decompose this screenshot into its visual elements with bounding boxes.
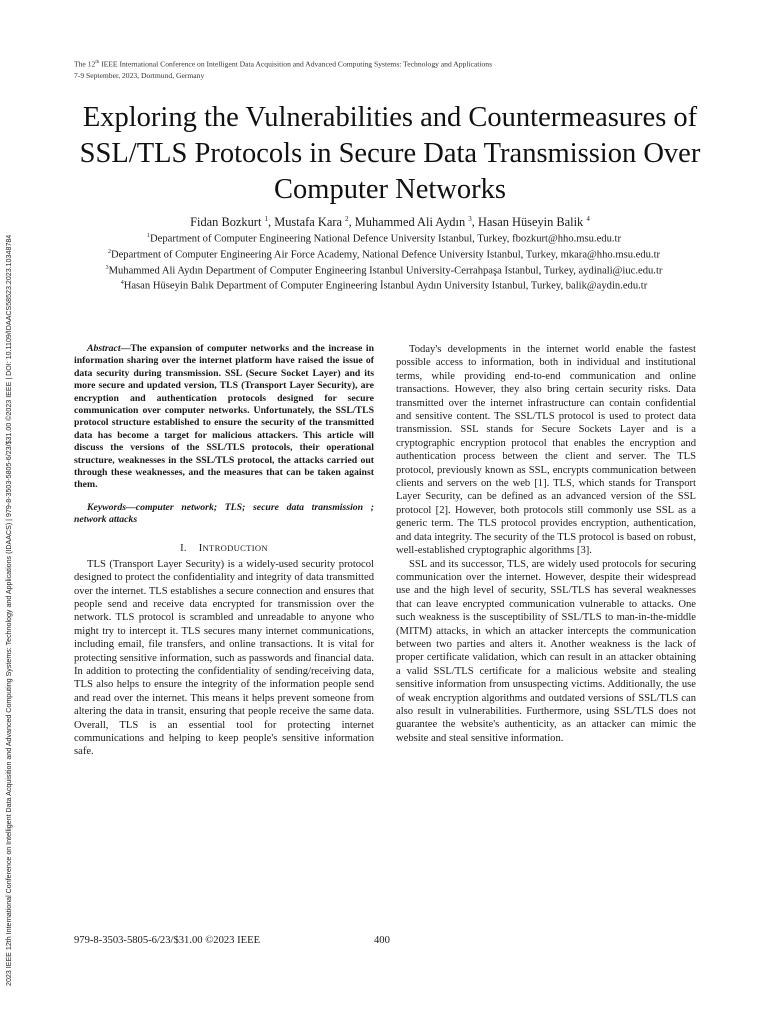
conference-line-1: The 12th IEEE International Conference on Intelligent Data Acquisition and Advanced Computing Systems: Technology and Applications [74, 59, 493, 69]
conference-header [74, 57, 674, 81]
page-number: 400 [374, 935, 390, 946]
affiliation: $^4$Hasan Hüseyin Balık Department of Computer Engineering İstanbul Aydın University Istanbul, Turkey, balik@aydin.edu.tr [120, 280, 648, 293]
abstract-text: —The expansion of computer networks and the increase in information sharing over the internet platform have raised the issue of data security during transmission. SSL (Secure Socket Layer) and its more secure and updated version, TLS (Transport Layer Security), are encryption and authentication protocols designed for secure communication over computer networks. Unfortunately, the SSL/TLS protocol structure established to ensure the security of the transmitted data has become a target for malicious attackers. This article will discuss the versions of the SSL/TLS protocols, their operational structure, weaknesses in the SSL/TLS protocol, the attacks carried out through these weaknesses, and the measures that can be taken against them. [74, 343, 374, 491]
side-doi-strip: 2023 IEEE 12th International Conference on Intelligent Data Acquisition and Advanced Computing Systems: Technology and Applications (IDAACS) | 979-8-3503-5805-6/23/$31.00 ©2023 IEEE | DOI: 10.1109/IDAACS58523.2023.10348784 [5, 234, 13, 986]
affiliation: $^1$Department of Computer Engineering National Defence University Istanbul, Turkey, fbozkurt@hho.msu.edu.tr [147, 233, 621, 245]
abstract-label: Abstract [87, 343, 121, 354]
keywords-text: computer network; TLS; secure data transmission ; network attacks [74, 501, 374, 526]
author-name: Mustafa Kara [274, 215, 346, 230]
keywords-label: Keywords— [87, 501, 136, 513]
author-name: Muhammed Ali Aydın [354, 215, 469, 230]
author-name: Fidan Bozkurt [190, 215, 265, 230]
conference-line-2: 7-9 September, 2023, Dortmund, Germany [74, 70, 205, 80]
affiliation: $^2$Department of Computer Engineering Air Force Academy, National Defence University Istanbul, Turkey, mkara@hho.msu.edu.tr [107, 248, 661, 261]
body-paragraph: SSL and its successor, TLS, are widely used protocols for securing communication over the internet. However, despite their widespread use and the high level of security, SSL/TLS has several weaknesses that can leave encrypted communication vulnerable to attacks. One such weakness is the susceptibility of SSL/TLS to man-in-the-middle (MITM) attacks, in which an attacker intercepts the communication between two parties and alters it. Another weakness is the lack of proper certificate validation, which can result in an attacker obtaining a valid SSL/TLS certificate for a malicious website and stealing sensitive information from unsuspecting victims. Additionally, the use of weak encryption algorithms and outdated versions of SSL/TLS can also result in vulnerabilities. Furthermore, using SSL/TLS does not guarantee the website's authenticity, as an attacker can mimic the website and steal sensitive information. [396, 558, 696, 744]
paper-title: Exploring the Vulnerabilities and Countermeasures of SSL/TLS Protocols in Secure Data Transmission Over Computer Networks [79, 102, 701, 205]
footer-copyright: 979-8-3503-5805-6/23/$31.00 ©2023 IEEE [74, 935, 261, 946]
abstract [74, 343, 374, 492]
body-paragraph: Today's developments in the internet world enable the fastest possible access to information, both in individual and institutional terms, while providing end-to-end communication and online transactions. However, they also bring certain security risks. Data transmitted over the internet infrastructure can contain confidential and sensitive content. The SSL/TLS protocol is used to protect data transmission. SSL stands for Secure Sockets Layer and is a cryptographic encryption protocol that enables the encryption and authentication process between the client and server. The TLS protocol, previously known as SSL, encrypts communication between clients and servers on the web [1]. TLS, which stands for Transport Layer Security, can be defined as an advanced version of the SSL protocol [2]. However, both protocols still commonly use SSL as a generic term. The TLS protocol provides encryption, authentication, and data integrity. The security of the TLS protocol is based on robust, well-established cryptographic algorithms [3]. [396, 344, 696, 557]
affiliations [78, 230, 690, 293]
affiliation: $^3$Muhammed Ali Aydın Department of Computer Engineering Istanbul University-Cerrahpaşa Istanbul, Turkey, aydinali@iuc.edu.tr [105, 264, 663, 277]
left-column [74, 343, 374, 759]
intro-paragraph: TLS (Transport Layer Security) is a widely-used security protocol designed to protect the confidentiality and integrity of data transmitted over the internet. TLS establishes a secure connection and ensures that people send and receive data encrypted for transmission over the network. TLS protocol is scrambled and unreadable to anyone who might try to intercept it. TLS secures many internet communications, including email, file transfers, and online transactions. It is vital for protecting sensitive information, such as passwords and financial data. In addition to protecting the confidentiality of sending/receiving data, TLS also helps to ensure the integrity of the information people send and read over the internet. This means it helps prevent someone from altering the data in transit, ensuring that people receive the same data. Overall, TLS is an essential tool for protecting internet communications and helping to keep people's sensitive information safe. [74, 558, 374, 758]
author-list: Fidan Bozkurt $^1$, Mustafa Kara $^2$, Muhammed Ali Aydın $^3$, Hasan Hüseyin Balik $^4$ [190, 215, 590, 230]
section-heading-introduction: I. INTRODUCTION [180, 542, 268, 554]
keywords [74, 502, 374, 527]
right-column [396, 343, 696, 745]
author-name: Hasan Hüseyin Balik [477, 215, 587, 230]
